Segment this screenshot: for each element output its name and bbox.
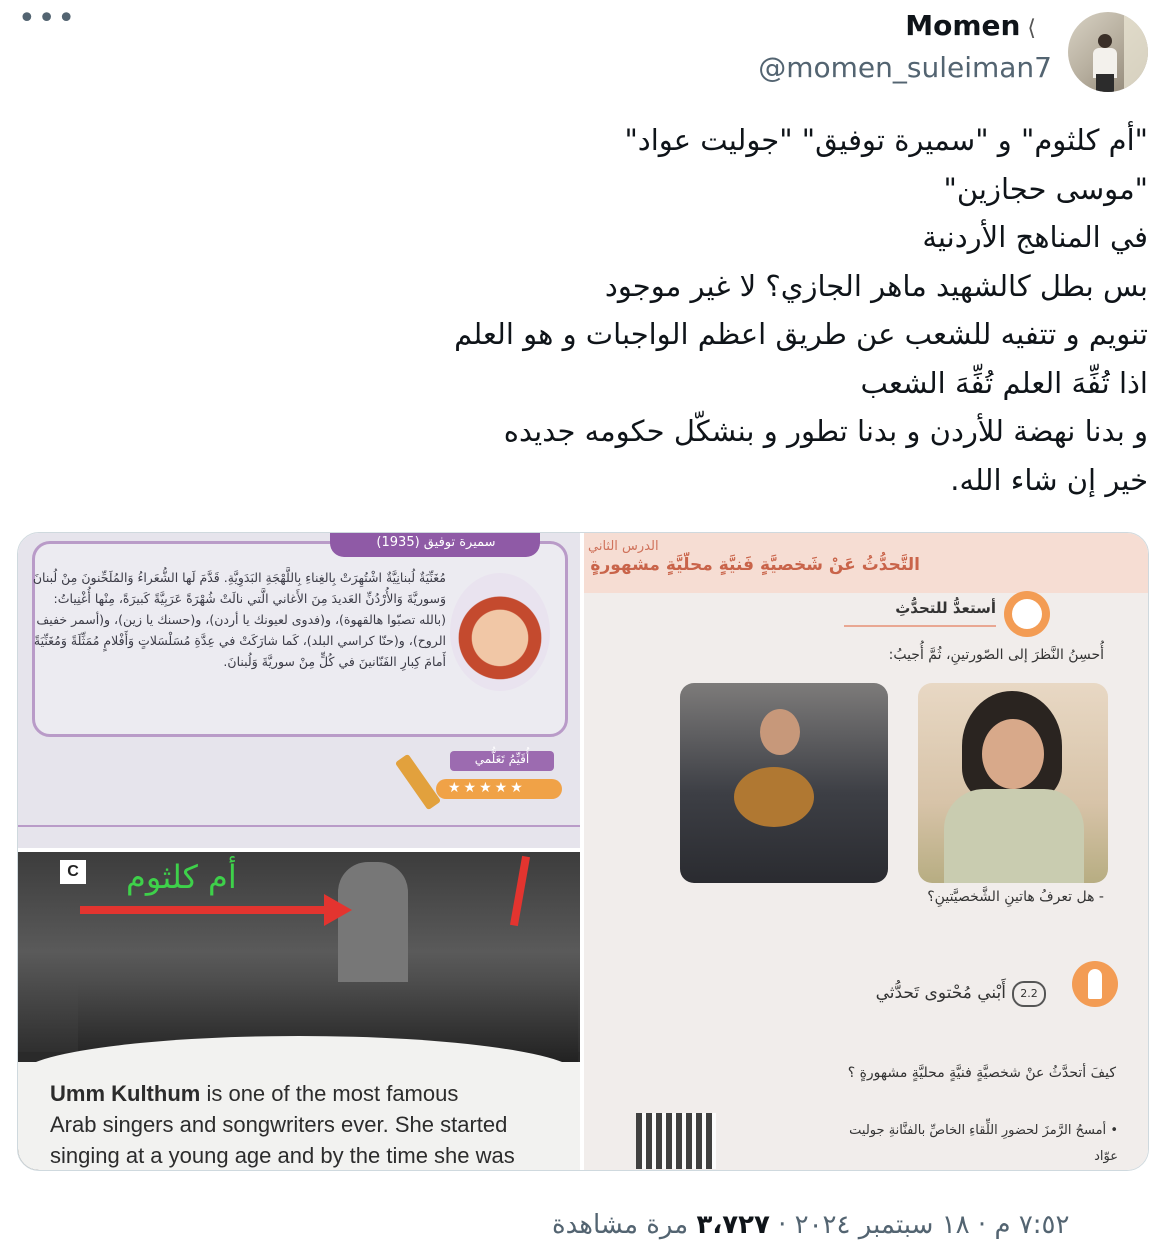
bullet-text-end: عوّاد (1094, 1149, 1118, 1164)
profile-heading: سميرة توفيق (1935) (376, 535, 496, 550)
section-icon (1012, 599, 1042, 629)
english-caption: Umm Kulthum is one of the most famous Arab singers and songwriters ever. She started singing at a young age and by the time she was (50, 1081, 515, 1168)
avatar[interactable] (1068, 12, 1148, 92)
bullet-text: • أمسحُ الرَّمزَ لحضورِ اللِّقاءِ الخاصِّ بالفنَّانةِ جوليت (849, 1123, 1118, 1138)
photo-umm-kulthum-page[interactable] (18, 852, 580, 1170)
overlay-label: أم كلثوم (126, 858, 237, 896)
display-name[interactable]: Momen ⟨ (905, 9, 1036, 42)
tweet-time[interactable]: ٧:٥٢ م (994, 1210, 1070, 1240)
section-heading-build: أَبْني مُحْتوى تَحدُّثي (875, 983, 1006, 1003)
instruction-text: أُحسِنُ النَّظرَ إلى الصّورتينِ، ثُمَّ أُجيبُ: (888, 647, 1104, 663)
red-arrow-icon (80, 906, 332, 914)
photo-samira-tawfiq-page[interactable] (18, 533, 580, 848)
portrait-photo (450, 573, 550, 691)
pencil-icon (395, 754, 441, 811)
media-grid[interactable] (17, 532, 1149, 1171)
lesson-tag: الدرس الثاني (588, 539, 659, 554)
rating-stars: ★★★★★ (448, 780, 526, 796)
corner-letter-badge: C (60, 860, 86, 884)
lesson-title: التَّحدُّثُ عَنْ شَخصيَّةٍ فَنيَّةٍ محلّيَّةٍ مشهورةٍ (590, 555, 920, 575)
more-options-icon[interactable]: ••• (18, 1, 78, 36)
section-number-badge: 2.2 (1012, 981, 1046, 1007)
section-heading-prepare: أستعدُّ للتحدُّثِ (895, 599, 996, 617)
views-label: مرة مشاهدة (552, 1210, 689, 1240)
body-paragraph: مُغَنِّيَةٌ لُبنانِيَّةٌ اشْتُهِرَتْ بِالغِناءِ بِاللَّهْجَةِ البَدَوِيَّةِ. قَدَّمَ لَها الشُّعَراءُ وَالمُلَحِّنونَ مِنْ لُبنانَ وَسوريَّةَ وَالأُرْدُنِّ العَديدَ مِنَ الأَغاني الَّتي نالَتْ شُهْرَةً عَرَبِيَّةً كَبيرَةً، مِنْها أُغْنِياتُ: (بالله تصبّوا هالقهوة)، و(فدوى لعيونك يا أردن)، و(حسنك يا زين)، و(أسمر خفيف الروح)، و(حنّا كراسي البلد)، كَما شارَكَتْ في عِدَّةِ مُسَلْسَلاتٍ وَأَفْلامٍ مُمَثِّلَةً وَمُغَنِّيَةً أَمامَ كِبارِ الفَنّانينَ في كُلٍّ مِنْ سوريَّةَ وَلُبنانَ. (32, 570, 446, 669)
photo-curriculum-page[interactable] (584, 533, 1148, 1170)
tweet-text: "أم كلثوم" و "سميرة توفيق" "جوليت عواد" "موسى حجازين" في المناهج الأردنية بس بطل كالشهيد ماهر الجازي؟ لا غير موجود تنويم و تتفيه للشعب عن طريق اعظم الواجبات و هو العلم اذا تُفِّهَ العلم تُفِّهَ الشعب و بدنا نهضة للأردن و بدنا تطور و بنشكّل حكومه جديده خير إن شاء الله. (454, 123, 1148, 497)
user-handle[interactable]: @momen_suleiman7 (758, 51, 1052, 84)
tweet-metadata: ٧:٥٢ م · ١٨ سبتمبر ٢٠٢٤ · ٣،٧٢٧ مرة مشاهدة (552, 1210, 1070, 1240)
question-text: - هل تعرفُ هاتينِ الشَّخصيَّتينِ؟ (927, 889, 1104, 905)
qr-code-icon (636, 1113, 716, 1169)
person-icon (1088, 969, 1102, 999)
view-count: ٣،٧٢٧ (696, 1210, 770, 1240)
tweet-date[interactable]: ١٨ سبتمبر ٢٠٢٤ (794, 1210, 970, 1240)
prompt-text: كيفَ أتحدَّثُ عنْ شخصيَّةٍ فنيَّةٍ محليَّةٍ مشهورةٍ ؟ (847, 1065, 1116, 1081)
caption-bold-name: Umm Kulthum (50, 1081, 201, 1106)
self-assessment-badge: أُقَيِّمُ تَعَلُّمي (474, 752, 530, 766)
